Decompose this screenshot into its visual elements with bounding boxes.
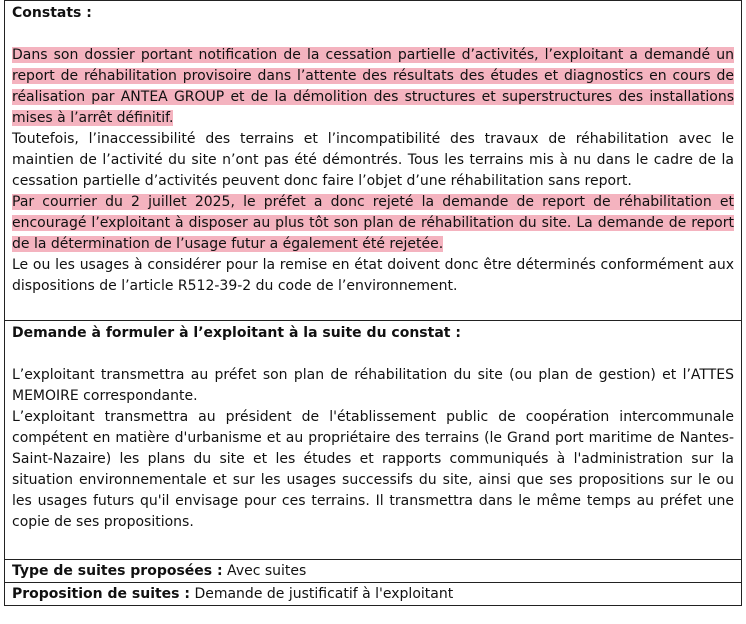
demande-cell bbox=[5, 321, 742, 560]
demande-paragraph-2: L’exploitant transmettra au président de l'établissement public de coopération intercommunale compétent en matière d'urbanisme et au propriétaire des terrains (le Grand port maritime de Nantes-Saint-Nazaire) les plans du site et les études et rapports communiqués à l'administration sur la situation environnementale et sur les usages successifs du site, ainsi que ses propositions sur le ou les usages futurs qu'il envisage pour ces terrains. Il transmettra dans le même temps au préfet une copie de ses propositions. bbox=[12, 409, 734, 530]
demande-paragraph-1: L’exploitant transmettra au préfet son plan de réhabilitation du site (ou plan de gestion) et l’ATTES MEMOIRE correspondante. bbox=[12, 367, 734, 404]
spacer bbox=[12, 344, 734, 365]
type-suites-cell bbox=[5, 560, 742, 583]
constats-paragraph-2: Toutefois, l’inaccessibilité des terrains et l’incompatibilité des travaux de réhabilitation avec le maintien de l’activité du site n’ont pas été démontrés. Tous les terrains mis à nu dans le cadre de la cessation partielle d’activités peuvent donc faire l’objet d’une réhabilitation sans report. bbox=[12, 131, 734, 189]
constats-paragraph-3 bbox=[12, 192, 734, 255]
constats-cell bbox=[5, 1, 742, 321]
constats-paragraph-4: Le ou les usages à considérer pour la remise en état doivent donc être déterminés conformément aux dispositions de l’article R512-39-2 du code de l’environnement. bbox=[12, 257, 734, 294]
proposition-suites-label: Proposition de suites : bbox=[12, 586, 190, 602]
demande-title: Demande à formuler à l’exploitant à la suite du constat : bbox=[12, 325, 461, 341]
constats-paragraph-1 bbox=[12, 45, 734, 129]
type-suites-value: Avec suites bbox=[222, 563, 307, 579]
proposition-suites-cell bbox=[5, 583, 742, 606]
constats-title: Constats : bbox=[12, 5, 92, 21]
spacer bbox=[12, 24, 734, 45]
type-suites-label: Type de suites proposées : bbox=[12, 563, 223, 579]
highlighted-text: Dans son dossier portant notification de la cessation partielle d’activités, l’exploitant a demandé un report de réhabilitation provisoire dans l’attente des résultats des études et diagnostics en cours de réalisation par ANTEA GROUP et de la démolition des structures et superstructures des installations mises à l’arrêt définitif. bbox=[12, 47, 734, 126]
proposition-suites-value: Demande de justificatif à l'exploitant bbox=[190, 586, 454, 602]
highlighted-text: Par courrier du 2 juillet 2025, le préfet a donc rejeté la demande de report de réhabilitation et encouragé l’exploitant à disposer au plus tôt son plan de réhabilitation du site. La demande de report de la détermination de l’usage futur a également été rejetée. bbox=[12, 194, 734, 252]
report-table bbox=[4, 0, 742, 606]
